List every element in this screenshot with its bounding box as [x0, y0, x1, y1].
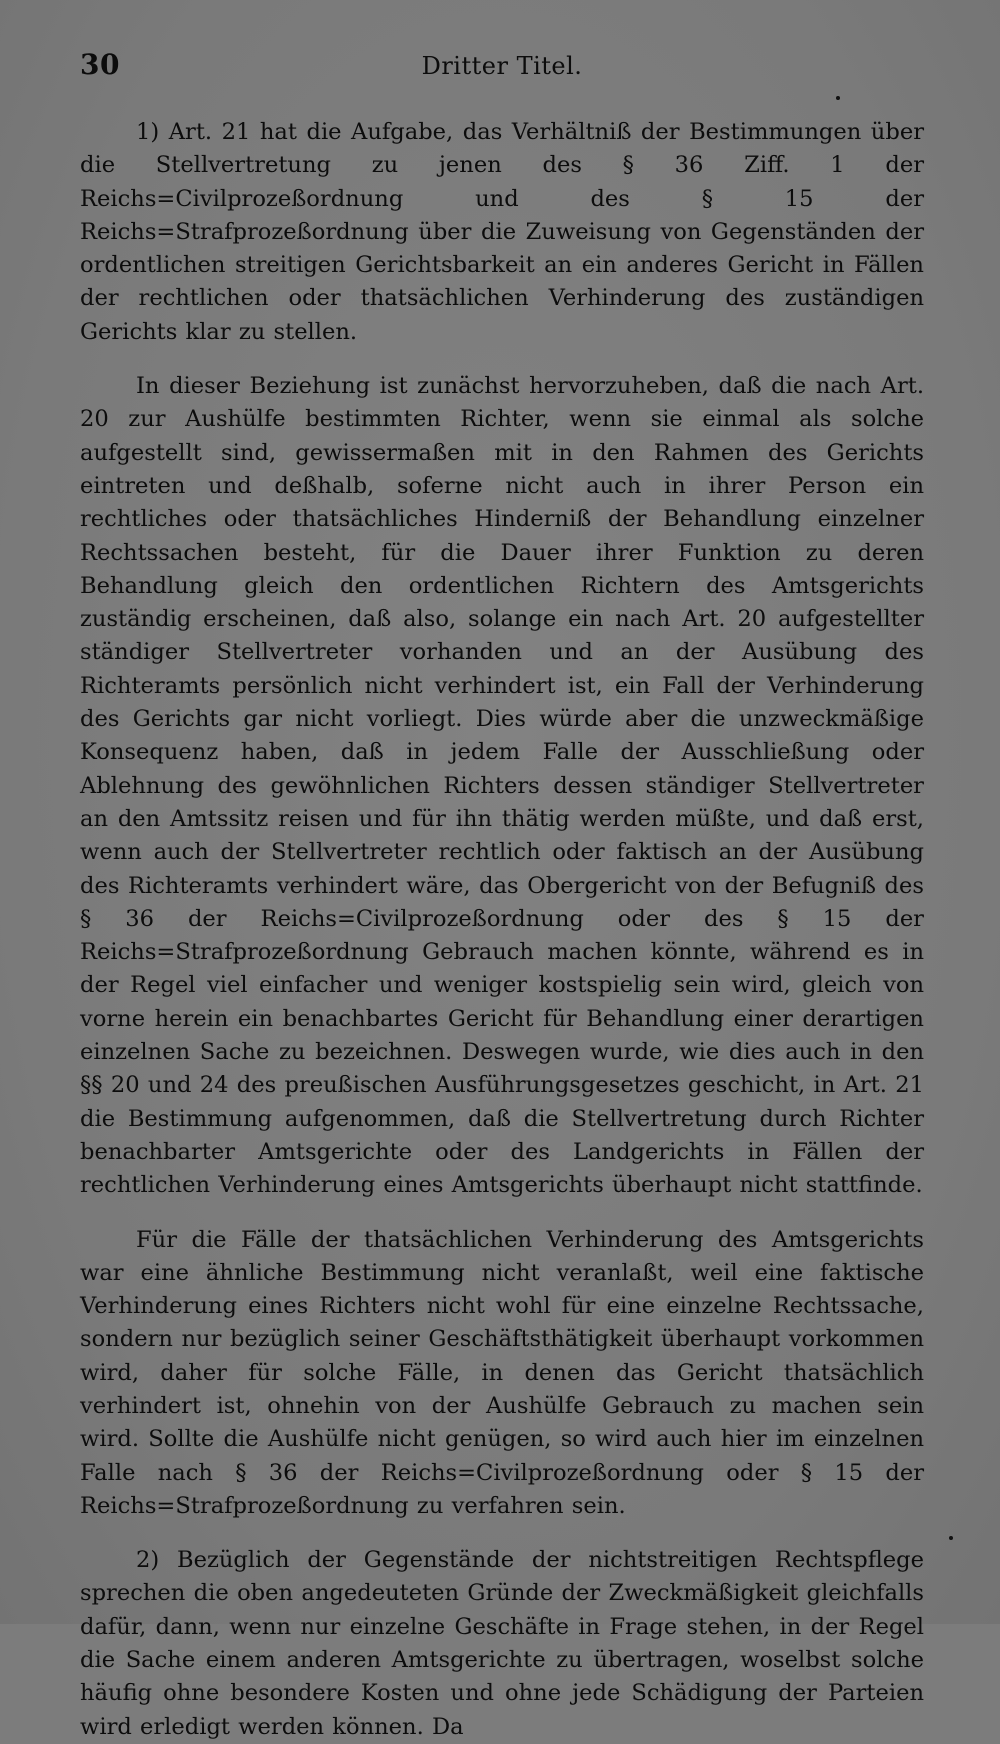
paragraph-nichtstreitige-rechtspflege: 2) Bezüglich der Gegenstände der nichtstreitigen Rechtspflege sprechen die oben angedeuteten Gründe der Zweckmäßigkeit gleichfalls dafür, dann, wenn nur einzelne Geschäfte in Frage stehen, in der Regel die Sache einem anderen Amtsgerichte zu übertragen, woselbst solche häufig ohne besondere Kosten und ohne jede Schädigung der Parteien wird erledigt werden können. Da [80, 1547, 924, 1740]
paragraph-thatsaechliche-verhinderung: Für die Fälle der thatsächlichen Verhinderung des Amtsgerichts war eine ähnliche Bestimmung nicht veranlaßt, weil eine faktische Verhinderung eines Richters nicht wohl für eine einzelne Rechtssache, sondern nur bezüglich seiner Geschäftsthätigkeit überhaupt vorkommen wird, daher für solche Fälle, in denen das Gericht thatsächlich verhindert ist, ohnehin von der Aushülfe Gebrauch zu machen sein wird. Sollte die Aushülfe nicht genügen, so wird auch hier im einzelnen Falle nach § 36 der Reichs=Civilprozeßordnung oder § 15 der Reichs=Strafprozeßordnung zu verfahren sein. [80, 1226, 924, 1519]
body-text [80, 116, 924, 1744]
paragraph-beziehung: In dieser Beziehung ist zunächst hervorzuheben, daß die nach Art. 20 zur Aushülfe bestimmten Richter, wenn sie einmal als solche aufgestellt sind, gewissermaßen mit in den Rahmen des Gerichts eintreten und deßhalb, soferne nicht auch in ihrer Person ein rechtliches oder thatsächliches Hinderniß der Behandlung einzelner Rechtssachen besteht, für die Dauer ihrer Funktion zu deren Behandlung gleich den ordentlichen Richtern des Amtsgerichts zuständig erscheinen, daß also, solange ein nach Art. 20 aufgestellter ständiger Stellvertreter vorhanden und an der Ausübung des Richteramts persönlich nicht verhindert ist, ein Fall der Verhinderung des Gerichts gar nicht vorliegt. Dies würde aber die unzweckmäßige Konsequenz haben, daß in jedem Falle der Ausschließung oder Ablehnung des gewöhnlichen Richters dessen ständiger Stellvertreter an den Amtssitz reisen und für ihn thätig werden müßte, und daß erst, wenn auch der Stellvertreter rechtlich oder faktisch an der Ausübung des Richteramts verhindert wäre, das Obergericht von der Befugniß des § 36 der Reichs=Civilprozeßordnung oder des § 15 der Reichs=Strafprozeßordnung Gebrauch machen könnte, während es in der Regel viel einfacher und weniger kostspielig sein wird, gleich von vorne herein ein benachbartes Gericht für Behandlung einer derartigen einzelnen Sache zu bezeichnen. Deswegen wurde, wie dies auch in den §§ 20 und 24 des preußischen Ausführungsgesetzes geschicht, in Art. 21 die Bestimmung aufgenommen, daß die Stellvertretung durch Richter benachbarter Amtsgerichte oder des Landgerichts in Fällen der rechtlichen Verhinderung eines Amtsgerichts überhaupt nicht stattfinde. [80, 373, 924, 1199]
print-speck [836, 96, 840, 100]
page-header [80, 48, 924, 88]
running-title: Dritter Titel. [421, 52, 583, 80]
page-number: 30 [80, 48, 120, 81]
paragraph-art-21: 1) Art. 21 hat die Aufgabe, das Verhältniß der Bestimmungen über die Stellvertretung zu jenen des § 36 Ziff. 1 der Reichs=Civilprozeßordnung und des § 15 der Reichs=Strafprozeßordnung über die Zuweisung von Gegenständen der ordentlichen streitigen Gerichtsbarkeit an ein anderes Gericht in Fällen der rechtlichen oder thatsächlichen Verhinderung des zuständigen Gerichts klar zu stellen. [80, 119, 924, 345]
print-speck [949, 1536, 953, 1540]
